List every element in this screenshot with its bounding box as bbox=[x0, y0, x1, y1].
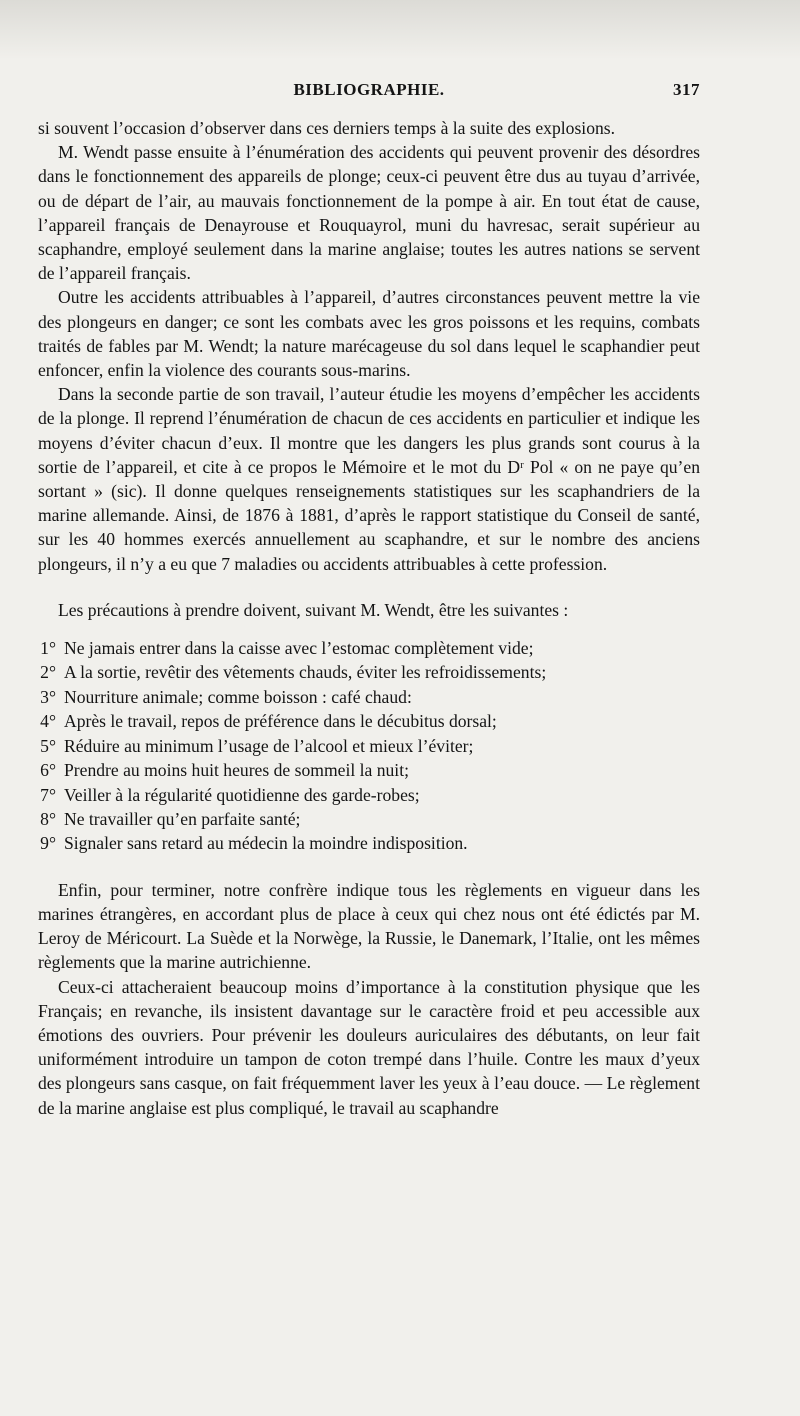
item-number: 8° bbox=[40, 808, 56, 829]
item-number: 9° bbox=[40, 833, 56, 854]
paragraph: si souvent l’occasion d’observer dans ces derniers temps à la suite des explosions. bbox=[38, 118, 616, 138]
list-item bbox=[38, 636, 700, 660]
list-item bbox=[38, 660, 700, 684]
item-text: Ne travailler qu’en parfaite santé; bbox=[64, 808, 301, 829]
item-text: Signaler sans retard au médecin la moindre indisposition. bbox=[64, 833, 468, 854]
item-number: 1° bbox=[40, 638, 56, 659]
paragraph: Outre les accidents attribuables à l’appareil, d’autres circonstances peuvent mettre la vie des plongeurs en danger; ce sont les combats avec les gros poissons et les requins, combats traités de fables par M. Wendt; la nature marécageuse du sol dans lequel le scaphandier peut enfoncer, enfin la violence des courants sous-marins. bbox=[38, 287, 700, 381]
item-text: Prendre au moins huit heures de sommeil la nuit; bbox=[64, 760, 409, 781]
body-text bbox=[38, 116, 700, 1120]
list-item bbox=[38, 831, 700, 855]
item-text: Nourriture animale; comme boisson : café chaud: bbox=[64, 686, 412, 707]
item-text: Réduire au minimum l’usage de l’alcool et mieux l’éviter; bbox=[64, 735, 474, 756]
page-number: 317 bbox=[673, 80, 700, 99]
list-intro: Les précautions à prendre doivent, suivant M. Wendt, être les suivantes : bbox=[58, 599, 569, 620]
document-page bbox=[38, 0, 700, 1416]
paragraph: Dans la seconde partie de son travail, l’auteur étudie les moyens d’empêcher les accidents de la plonge. Il reprend l’énumération de chacun de ces accidents en particulier et indique les moyens d’éviter chacun d’eux. Il montre que les dangers les plus grands sont courus à la sortie de l’appareil, et cite à ce propos le Mémoire et le mot du Dʳ Pol « on ne paye qu’en sortant » (sic). Il donne quelques renseignements statistiques sur les scaphandriers de la marine allemande. Ainsi, de 1876 à 1881, d’après le rapport statistique du Conseil de santé, sur les 40 hommes exercés annuellement au scaphandre, et sur le nombre des anciens plongeurs, il n’y a eu que 7 maladies ou accidents attribuables à cette profession. bbox=[38, 384, 700, 574]
item-number: 5° bbox=[40, 735, 56, 756]
item-number: 6° bbox=[40, 760, 56, 781]
item-text: Veiller à la régularité quotidienne des garde-robes; bbox=[64, 784, 420, 805]
paragraph: Ceux-ci attacheraient beaucoup moins d’importance à la constitution physique que les Français; en revanche, ils insistent davantage sur le caractère froid et peu accessible aux émotions des ouvriers. Pour prévenir les douleurs auriculaires des débutants, on leur fait uniformément introduire un tampon de coton trempé dans l’huile. Contre les maux d’yeux des plongeurs sans casque, on fait fréquemment laver les yeux à l’eau douce. — Le règlement de la marine anglaise est plus compliqué, le travail au scaphandre bbox=[38, 976, 700, 1118]
paragraph: Enfin, pour terminer, notre confrère indique tous les règlements en vigueur dans les marines étrangères, en accordant plus de place à ceux qui chez nous ont été édictés par M. Leroy de Méricourt. La Suède et la Norwège, la Russie, le Danemark, l’Italie, ont les mêmes règlements que la marine autrichienne. bbox=[38, 879, 700, 973]
item-number: 3° bbox=[40, 686, 56, 707]
list-item bbox=[38, 734, 700, 758]
list-item bbox=[38, 758, 700, 782]
list-item bbox=[38, 685, 700, 709]
item-text: A la sortie, revêtir des vêtements chauds, éviter les refroidissements; bbox=[64, 662, 547, 683]
precautions-list bbox=[38, 636, 700, 856]
list-item bbox=[38, 807, 700, 831]
running-title: BIBLIOGRAPHIE. bbox=[293, 80, 445, 99]
running-header bbox=[38, 80, 700, 110]
list-item bbox=[38, 783, 700, 807]
list-item bbox=[38, 709, 700, 733]
item-number: 2° bbox=[40, 662, 56, 683]
item-text: Après le travail, repos de préférence dans le décubitus dorsal; bbox=[64, 711, 497, 732]
item-number: 7° bbox=[40, 784, 56, 805]
item-number: 4° bbox=[40, 711, 56, 732]
paragraph: M. Wendt passe ensuite à l’énumération des accidents qui peuvent provenir des désordres dans le fonctionnement des appareils de plonge; ceux-ci peuvent être dus au tuyau d’arrivée, ou de départ de l’air, au mauvais fonctionnement de la pompe à air. En tout état de cause, l’appareil français de Denayrouse et Rouquayrol, muni du havresac, serait supérieur au scaphandre, employé seulement dans la marine anglaise; toutes les autres nations se servent de l’appareil français. bbox=[38, 142, 700, 284]
item-text: Ne jamais entrer dans la caisse avec l’estomac complètement vide; bbox=[64, 638, 534, 659]
